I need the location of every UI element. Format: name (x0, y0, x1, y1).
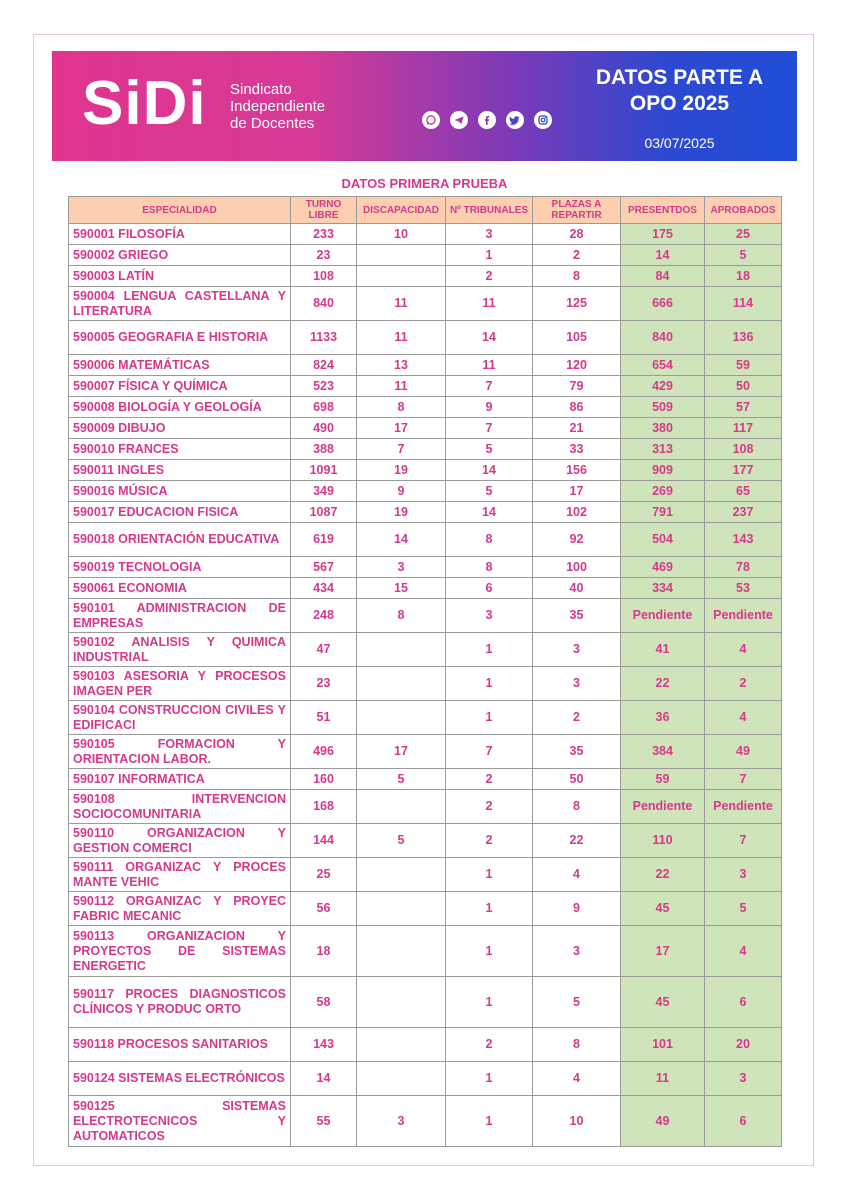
specialty-cell: 590101 ADMINISTRACION DE EMPRESAS (69, 599, 291, 633)
specialty-cell: 590002 GRIEGO (69, 245, 291, 266)
value-cell: 14 (446, 321, 533, 355)
value-cell: 56 (291, 892, 357, 926)
specialty-cell: 590125 SISTEMAS ELECTROTECNICOS Y AUTOMATICOS (69, 1096, 291, 1147)
table-row (69, 599, 782, 633)
value-cell (357, 633, 446, 667)
value-cell: 65 (705, 481, 782, 502)
value-cell (357, 790, 446, 824)
table-row (69, 977, 782, 1028)
value-cell: 50 (705, 376, 782, 397)
value-cell: 136 (705, 321, 782, 355)
table-row (69, 460, 782, 481)
specialty-cell: 590010 FRANCES (69, 439, 291, 460)
value-cell: 14 (446, 460, 533, 481)
column-header: ESPECIALIDAD (69, 197, 291, 224)
value-cell: 5 (705, 245, 782, 266)
table-row (69, 355, 782, 376)
value-cell: 25 (291, 858, 357, 892)
value-cell: 47 (291, 633, 357, 667)
twitter-icon[interactable] (506, 111, 524, 129)
value-cell: 50 (533, 769, 621, 790)
value-cell: 9 (533, 892, 621, 926)
specialty-cell: 590003 LATÍN (69, 266, 291, 287)
value-cell: 15 (357, 578, 446, 599)
title-line: DATOS PARTE A (595, 66, 764, 89)
org-name (230, 81, 325, 132)
value-cell: 349 (291, 481, 357, 502)
table-row (69, 926, 782, 977)
value-cell: 384 (621, 735, 705, 769)
value-cell: 1 (446, 667, 533, 701)
value-cell (357, 892, 446, 926)
value-cell: 6 (705, 977, 782, 1028)
table-row (69, 245, 782, 266)
value-cell: 8 (533, 790, 621, 824)
value-cell: Pendiente (705, 790, 782, 824)
value-cell: 791 (621, 502, 705, 523)
value-cell: 248 (291, 599, 357, 633)
value-cell: 504 (621, 523, 705, 557)
sidi-logo: SiDi (82, 69, 207, 138)
table-row (69, 397, 782, 418)
value-cell: 45 (621, 977, 705, 1028)
table-row (69, 769, 782, 790)
value-cell: 11 (446, 355, 533, 376)
org-name-line: de Docentes (230, 115, 315, 132)
table-row (69, 892, 782, 926)
value-cell: 434 (291, 578, 357, 599)
specialty-cell: 590104 CONSTRUCCION CIVILES Y EDIFICACI (69, 701, 291, 735)
value-cell: 11 (357, 287, 446, 321)
specialty-cell: 590061 ECONOMIA (69, 578, 291, 599)
table-row (69, 224, 782, 245)
value-cell: Pendiente (621, 599, 705, 633)
value-cell: 11 (357, 321, 446, 355)
value-cell (357, 245, 446, 266)
table-row (69, 376, 782, 397)
table-row (69, 481, 782, 502)
value-cell: 20 (705, 1028, 782, 1062)
value-cell: 1 (446, 858, 533, 892)
value-cell: 8 (533, 1028, 621, 1062)
value-cell: 4 (705, 701, 782, 735)
column-header: PRESENTDOS (621, 197, 705, 224)
value-cell: 156 (533, 460, 621, 481)
value-cell: 824 (291, 355, 357, 376)
column-header: APROBADOS (705, 197, 782, 224)
value-cell: 619 (291, 523, 357, 557)
value-cell: 7 (705, 824, 782, 858)
value-cell: 2 (446, 790, 533, 824)
value-cell: 1 (446, 892, 533, 926)
value-cell: 840 (621, 321, 705, 355)
value-cell: 3 (705, 858, 782, 892)
table-row (69, 523, 782, 557)
value-cell: 79 (533, 376, 621, 397)
value-cell: 233 (291, 224, 357, 245)
specialty-cell: 590006 MATEMÁTICAS (69, 355, 291, 376)
org-name-line: Independiente (230, 98, 326, 115)
value-cell: 4 (533, 1062, 621, 1096)
value-cell: 567 (291, 557, 357, 578)
value-cell: 6 (446, 578, 533, 599)
value-cell: 3 (446, 599, 533, 633)
table-row (69, 266, 782, 287)
specialty-cell: 590124 SISTEMAS ELECTRÓNICOS (69, 1062, 291, 1096)
value-cell: 3 (705, 1062, 782, 1096)
value-cell: 334 (621, 578, 705, 599)
column-header: TURNO LIBRE (291, 197, 357, 224)
value-cell: 2 (446, 769, 533, 790)
table-row (69, 633, 782, 667)
value-cell: 4 (705, 926, 782, 977)
specialty-cell: 590118 PROCESOS SANITARIOS (69, 1028, 291, 1062)
social-icons (422, 111, 552, 129)
value-cell: 429 (621, 376, 705, 397)
whatsapp-icon[interactable] (422, 111, 440, 129)
value-cell: 7 (705, 769, 782, 790)
data-table (68, 196, 782, 1147)
value-cell: 2 (705, 667, 782, 701)
value-cell: 177 (705, 460, 782, 481)
value-cell: 5 (446, 439, 533, 460)
value-cell: 143 (291, 1028, 357, 1062)
value-cell: 23 (291, 667, 357, 701)
value-cell: 28 (533, 224, 621, 245)
value-cell: 19 (357, 460, 446, 481)
table-row (69, 1062, 782, 1096)
column-header: Nº TRIBUNALES (446, 197, 533, 224)
specialty-cell: 590019 TECNOLOGIA (69, 557, 291, 578)
value-cell: 469 (621, 557, 705, 578)
value-cell: 92 (533, 523, 621, 557)
value-cell: 14 (446, 502, 533, 523)
title-line: OPO 2025 (629, 92, 730, 115)
value-cell: 35 (533, 735, 621, 769)
header-banner (52, 51, 797, 161)
value-cell (357, 926, 446, 977)
table-body (69, 224, 782, 1147)
value-cell: 57 (705, 397, 782, 418)
value-cell: 3 (533, 667, 621, 701)
value-cell: 11 (621, 1062, 705, 1096)
table-row (69, 578, 782, 599)
value-cell: 84 (621, 266, 705, 287)
value-cell: 17 (357, 735, 446, 769)
specialty-cell: 590005 GEOGRAFIA E HISTORIA (69, 321, 291, 355)
value-cell: 35 (533, 599, 621, 633)
value-cell: 654 (621, 355, 705, 376)
table-title: DATOS PRIMERA PRUEBA (341, 176, 508, 191)
value-cell: 9 (357, 481, 446, 502)
specialty-cell: 590004 LENGUA CASTELLANA Y LITERATURA (69, 287, 291, 321)
specialty-cell: 590016 MÚSICA (69, 481, 291, 502)
value-cell: 490 (291, 418, 357, 439)
value-cell: 143 (705, 523, 782, 557)
value-cell: 5 (357, 824, 446, 858)
value-cell: 2 (533, 245, 621, 266)
value-cell: 7 (446, 418, 533, 439)
specialty-cell: 590111 ORGANIZAC Y PROCES MANTE VEHIC (69, 858, 291, 892)
value-cell: 2 (533, 701, 621, 735)
table-row (69, 418, 782, 439)
value-cell: 1091 (291, 460, 357, 481)
value-cell: 698 (291, 397, 357, 418)
table-row (69, 1028, 782, 1062)
specialty-cell: 590110 ORGANIZACION Y GESTION COMERCI (69, 824, 291, 858)
value-cell (357, 701, 446, 735)
table-row (69, 502, 782, 523)
value-cell: 36 (621, 701, 705, 735)
value-cell: 1 (446, 977, 533, 1028)
value-cell: 17 (533, 481, 621, 502)
value-cell: 22 (621, 858, 705, 892)
column-header: PLAZAS A REPARTIR (533, 197, 621, 224)
value-cell: 110 (621, 824, 705, 858)
value-cell: 3 (533, 926, 621, 977)
specialty-cell: 590117 PROCES DIAGNOSTICOS CLÍNICOS Y PRODUC ORTO (69, 977, 291, 1028)
value-cell: 21 (533, 418, 621, 439)
value-cell: 14 (291, 1062, 357, 1096)
value-cell: 4 (533, 858, 621, 892)
value-cell: 14 (357, 523, 446, 557)
column-header: DISCAPACIDAD (357, 197, 446, 224)
value-cell: Pendiente (705, 599, 782, 633)
value-cell: 22 (533, 824, 621, 858)
value-cell: 23 (291, 245, 357, 266)
value-cell: 9 (446, 397, 533, 418)
specialty-cell: 590011 INGLES (69, 460, 291, 481)
value-cell: 17 (357, 418, 446, 439)
value-cell: 8 (357, 397, 446, 418)
value-cell: 8 (446, 523, 533, 557)
table-row (69, 1096, 782, 1147)
value-cell: 8 (533, 266, 621, 287)
value-cell: 1 (446, 245, 533, 266)
value-cell: 11 (357, 376, 446, 397)
value-cell (357, 667, 446, 701)
value-cell: 7 (446, 376, 533, 397)
value-cell: 14 (621, 245, 705, 266)
specialty-cell: 590008 BIOLOGÍA Y GEOLOGÍA (69, 397, 291, 418)
specialty-cell: 590108 INTERVENCION SOCIOCOMUNITARIA (69, 790, 291, 824)
value-cell: 4 (705, 633, 782, 667)
table-row (69, 735, 782, 769)
value-cell: 125 (533, 287, 621, 321)
value-cell: 1 (446, 926, 533, 977)
specialty-cell: 590018 ORIENTACIÓN EDUCATIVA (69, 523, 291, 557)
value-cell: 1 (446, 633, 533, 667)
facebook-icon[interactable] (478, 111, 496, 129)
value-cell: 101 (621, 1028, 705, 1062)
value-cell: 117 (705, 418, 782, 439)
value-cell: 1 (446, 1096, 533, 1147)
specialty-cell: 590107 INFORMATICA (69, 769, 291, 790)
value-cell: 10 (533, 1096, 621, 1147)
value-cell: 7 (357, 439, 446, 460)
table-row (69, 858, 782, 892)
value-cell: 59 (705, 355, 782, 376)
value-cell: 8 (446, 557, 533, 578)
table-row (69, 824, 782, 858)
specialty-cell: 590103 ASESORIA Y PROCESOS IMAGEN PER (69, 667, 291, 701)
specialty-cell: 590007 FÍSICA Y QUÍMICA (69, 376, 291, 397)
value-cell: 6 (705, 1096, 782, 1147)
table-row (69, 321, 782, 355)
value-cell: 41 (621, 633, 705, 667)
document-title (572, 65, 787, 117)
value-cell: 666 (621, 287, 705, 321)
value-cell: 2 (446, 824, 533, 858)
value-cell: 58 (291, 977, 357, 1028)
value-cell: 108 (705, 439, 782, 460)
value-cell: 144 (291, 824, 357, 858)
value-cell: 11 (446, 287, 533, 321)
value-cell: Pendiente (621, 790, 705, 824)
value-cell: 5 (533, 977, 621, 1028)
value-cell: 3 (533, 633, 621, 667)
value-cell: 102 (533, 502, 621, 523)
table-row (69, 790, 782, 824)
value-cell: 100 (533, 557, 621, 578)
value-cell: 59 (621, 769, 705, 790)
value-cell: 55 (291, 1096, 357, 1147)
value-cell: 105 (533, 321, 621, 355)
value-cell: 909 (621, 460, 705, 481)
value-cell: 840 (291, 287, 357, 321)
value-cell: 25 (705, 224, 782, 245)
value-cell: 51 (291, 701, 357, 735)
value-cell: 33 (533, 439, 621, 460)
value-cell: 1 (446, 701, 533, 735)
value-cell: 5 (357, 769, 446, 790)
value-cell (357, 1028, 446, 1062)
value-cell: 17 (621, 926, 705, 977)
document-date: 03/07/2025 (644, 135, 715, 151)
table-row (69, 287, 782, 321)
value-cell: 40 (533, 578, 621, 599)
table-row (69, 557, 782, 578)
value-cell: 523 (291, 376, 357, 397)
value-cell: 53 (705, 578, 782, 599)
value-cell: 49 (705, 735, 782, 769)
table-row (69, 667, 782, 701)
value-cell: 175 (621, 224, 705, 245)
specialty-cell: 590105 FORMACION Y ORIENTACION LABOR. (69, 735, 291, 769)
value-cell (357, 858, 446, 892)
value-cell: 237 (705, 502, 782, 523)
table-header-row (69, 197, 782, 224)
value-cell: 108 (291, 266, 357, 287)
value-cell: 45 (621, 892, 705, 926)
value-cell: 10 (357, 224, 446, 245)
value-cell: 5 (705, 892, 782, 926)
value-cell: 1133 (291, 321, 357, 355)
value-cell: 18 (291, 926, 357, 977)
value-cell: 2 (446, 1028, 533, 1062)
value-cell: 7 (446, 735, 533, 769)
value-cell: 269 (621, 481, 705, 502)
value-cell: 5 (446, 481, 533, 502)
value-cell: 13 (357, 355, 446, 376)
value-cell: 168 (291, 790, 357, 824)
specialty-cell: 590017 EDUCACION FISICA (69, 502, 291, 523)
specialty-cell: 590102 ANALISIS Y QUIMICA INDUSTRIAL (69, 633, 291, 667)
value-cell (357, 977, 446, 1028)
value-cell: 2 (446, 266, 533, 287)
value-cell: 49 (621, 1096, 705, 1147)
table-row (69, 439, 782, 460)
value-cell: 18 (705, 266, 782, 287)
value-cell: 8 (357, 599, 446, 633)
value-cell: 1 (446, 1062, 533, 1096)
value-cell: 19 (357, 502, 446, 523)
value-cell: 120 (533, 355, 621, 376)
value-cell: 86 (533, 397, 621, 418)
value-cell: 380 (621, 418, 705, 439)
table-row (69, 701, 782, 735)
org-name-line: Sindicato (230, 81, 292, 98)
specialty-cell: 590113 ORGANIZACION Y PROYECTOS DE SISTEMAS ENERGETIC (69, 926, 291, 977)
value-cell: 313 (621, 439, 705, 460)
value-cell: 78 (705, 557, 782, 578)
value-cell: 22 (621, 667, 705, 701)
specialty-cell: 590009 DIBUJO (69, 418, 291, 439)
value-cell: 509 (621, 397, 705, 418)
value-cell: 388 (291, 439, 357, 460)
specialty-cell: 590001 FILOSOFÍA (69, 224, 291, 245)
value-cell: 496 (291, 735, 357, 769)
instagram-icon[interactable] (534, 111, 552, 129)
specialty-cell: 590112 ORGANIZAC Y PROYEC FABRIC MECANIC (69, 892, 291, 926)
telegram-icon[interactable] (450, 111, 468, 129)
value-cell: 1087 (291, 502, 357, 523)
value-cell: 3 (357, 1096, 446, 1147)
value-cell: 3 (357, 557, 446, 578)
value-cell: 3 (446, 224, 533, 245)
value-cell (357, 1062, 446, 1096)
value-cell (357, 266, 446, 287)
value-cell: 114 (705, 287, 782, 321)
value-cell: 160 (291, 769, 357, 790)
